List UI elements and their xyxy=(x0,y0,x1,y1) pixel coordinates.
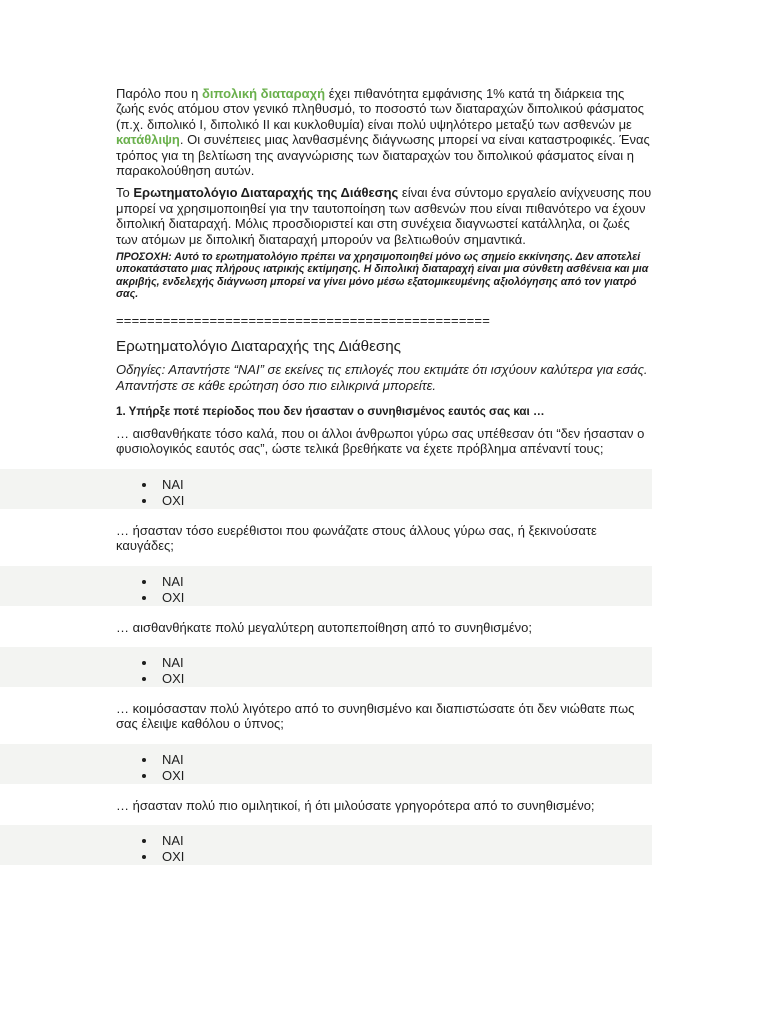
link-bipolar-disorder[interactable]: διπολική διαταραχή xyxy=(202,86,326,101)
answer-option-no[interactable]: ΟΧΙ xyxy=(162,493,652,509)
answer-options-list xyxy=(116,571,652,606)
answer-option-yes[interactable]: ΝΑΙ xyxy=(162,752,652,768)
answer-option-yes[interactable]: ΝΑΙ xyxy=(162,477,652,493)
document-body xyxy=(116,86,652,879)
text-run: είναι ένα σύντομο εργαλείο ανίχνευσης που μπορεί να χρησιμοποιηθεί για την ταυτοποίηση των ασθενών που είναι πιθανότερο να έχουν διπολική διαταραχή. Μόλις προσδιοριστεί και στη συνέχεια διαγνωστεί κατάλληλα, οι ζωές των ατόμων με διπολική διαταραχή μπορούν να βελτιωθούν σημαντικά. xyxy=(116,185,652,247)
answer-options-panel xyxy=(0,566,652,606)
answer-options-list xyxy=(116,474,652,509)
answer-options-panel xyxy=(0,744,652,784)
question-item-text: … ήσασταν τόσο ευερέθιστοι που φωνάζατε στους άλλους γύρω σας, ή ξεκινούσατε καυγάδες; xyxy=(116,522,597,554)
instructions: Οδηγίες: Απαντήστε “ΝΑΙ” σε εκείνες τις επιλογές που εκτιμάτε ότι ισχύουν καλύτερα για εσάς. Απαντήστε σε κάθε ερώτηση όσο πιο ειλικρινά μπορείτε. xyxy=(116,362,648,393)
answer-option-no[interactable]: ΟΧΙ xyxy=(162,768,652,784)
answer-options-list xyxy=(116,652,652,687)
intro-paragraph-2 xyxy=(116,185,652,247)
question-item-text: … ήσασταν πολύ πιο ομιλητικοί, ή ότι μιλούσατε γρηγορότερα από το συνηθισμένο; xyxy=(116,797,595,813)
text-run: έχει πιθανότητα εμφάνισης 1% κατά τη διάρκεια της ζωής ενός ατόμου στον γενικό πληθυσμό, το ποσοστό των διαταραχών διπολικού φάσματος (π.χ. διπολικό Ι, διπολικό ΙΙ και κυκλοθυμία) είναι πολύ υψηλότερο μεταξύ των ασθενών με xyxy=(116,86,645,132)
answer-options-panel xyxy=(0,825,652,865)
answer-option-yes[interactable]: ΝΑΙ xyxy=(162,833,652,849)
question-item-text: … αισθανθήκατε πολύ μεγαλύτερη αυτοπεποίθηση από το συνηθισμένο; xyxy=(116,619,532,635)
text-run: . Οι συνέπειες μιας λανθασμένης διάγνωσης μπορεί να είναι καταστροφικές. Ένας τρόπος για τη βελτίωση της αναγνώρισης των διαταραχών του διπολικού φάσματος είναι η παρακολούθηση αυτών. xyxy=(116,132,650,179)
answer-options-list xyxy=(116,830,652,865)
answer-options-panel xyxy=(0,469,652,509)
link-depression[interactable]: κατάθλιψη xyxy=(116,132,180,148)
questionnaire-title: Ερωτηματολόγιο Διαταραχής της Διάθεσης xyxy=(116,338,401,356)
answer-options-list xyxy=(116,749,652,784)
text-run: Το xyxy=(116,185,134,201)
question-item-text: … αισθανθήκατε τόσο καλά, που οι άλλοι άνθρωποι γύρω σας υπέθεσαν ότι “δεν ήσασταν ο φυσιολογικός εαυτός σας”, ώστε τελικά βρεθήκατε να έχετε πρόβλημα απέναντί τους; xyxy=(116,425,645,457)
text-run: Παρόλο που η xyxy=(116,86,203,101)
question-item-text: … κοιμόσασταν πολύ λιγότερο από το συνηθισμένο και διαπιστώσατε ότι δεν νιώθατε πως σας έλειψε καθόλου ο ύπνος; xyxy=(116,700,635,732)
answer-option-no[interactable]: ΟΧΙ xyxy=(162,849,652,865)
answer-option-yes[interactable]: ΝΑΙ xyxy=(162,574,652,590)
warning-note: ΠΡΟΣΟΧΗ: Αυτό το ερωτηματολόγιο πρέπει να χρησιμοποιηθεί μόνο ως σημείο εκκίνησης. Δεν αποτελεί υποκατάστατο μιας πλήρους ιατρικής εκτίμησης. Η διπολική διαταραχή είναι μια σύνθετη ασθένεια και μια ακριβής, ενδελεχής διάγνωση μπορεί να γίνει μόνο μέσω εξατομικευμένης αξιολόγησης από τον γιατρό σας. xyxy=(116,251,649,301)
question-items xyxy=(116,426,652,865)
questionnaire-name: Ερωτηματολόγιο Διαταραχής της Διάθεσης xyxy=(133,185,399,201)
answer-option-no[interactable]: ΟΧΙ xyxy=(162,671,652,687)
question-1-title: 1. Υπήρξε ποτέ περίοδος που δεν ήσασταν ο συνηθισμένος εαυτός σας και … xyxy=(116,404,545,418)
answer-option-no[interactable]: ΟΧΙ xyxy=(162,590,652,606)
intro-paragraph-1 xyxy=(116,86,652,178)
answer-options-panel xyxy=(0,647,652,687)
separator-line: ================================================ xyxy=(116,312,491,328)
answer-option-yes[interactable]: ΝΑΙ xyxy=(162,655,652,671)
